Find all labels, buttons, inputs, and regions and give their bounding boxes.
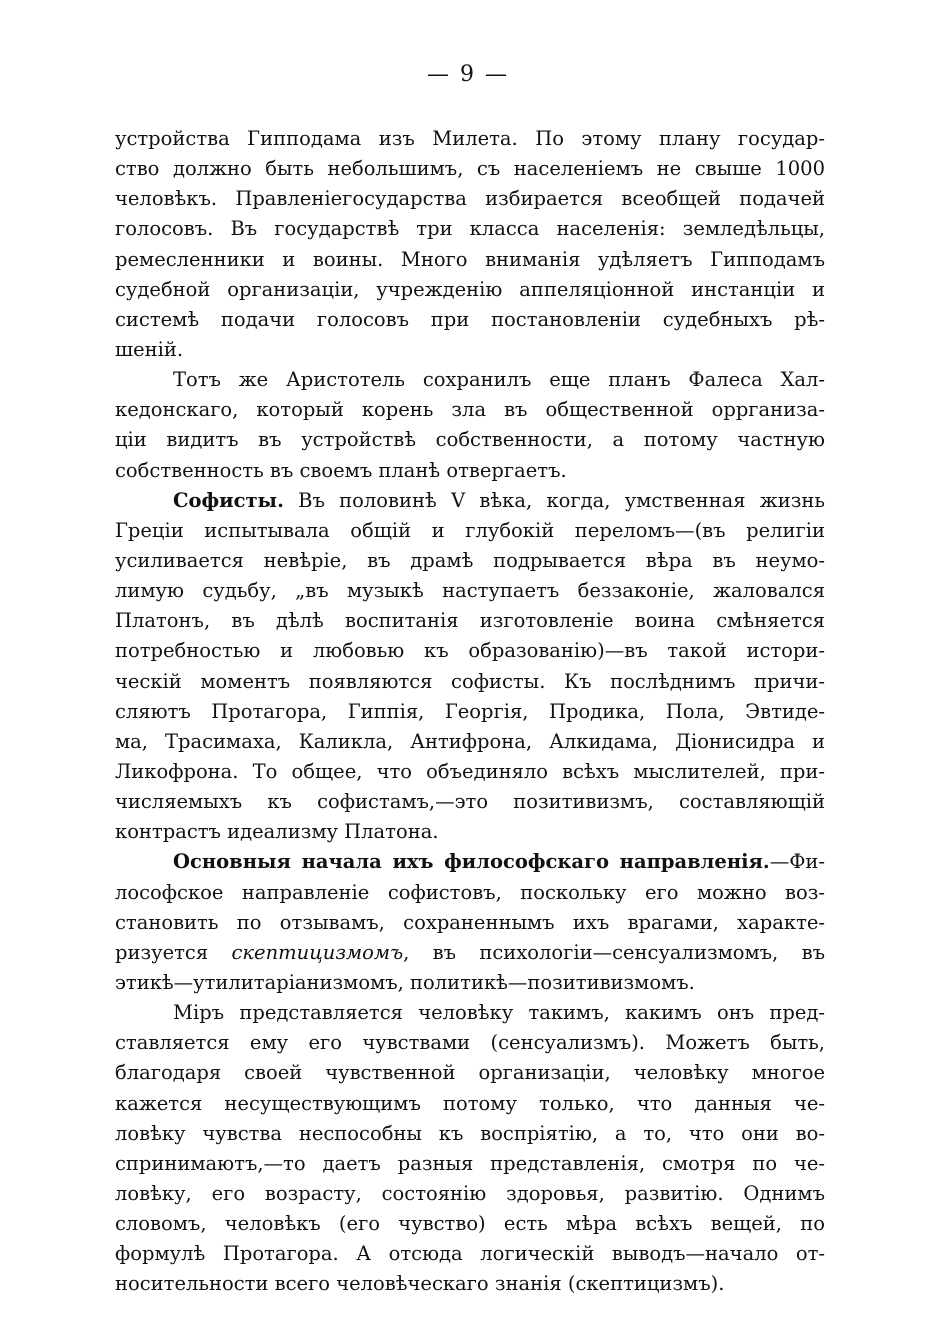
emphasis-skepticism: скептицизмомъ <box>231 940 404 964</box>
paragraph-sophists <box>115 486 825 848</box>
text-line: человѣкъ. Правленіегосударства избирается всеобщей подачей <box>115 187 825 211</box>
text-line: Греціи испытывала общій и глубокій переломъ—(въ религіи <box>115 518 825 542</box>
text-segment: , въ психологіи—сенсуализмомъ, въ <box>403 940 825 964</box>
text-line: ма, Трасимаха, Каликла, Антифрона, Алкидама, Діонисидра и <box>115 729 825 753</box>
text-line: числяемыхъ къ софистамъ,—это позитивизмъ, составляющій <box>115 790 825 814</box>
text-line: кажется несуществующимъ потому только, что данныя че- <box>115 1091 825 1115</box>
text-line: лимую судьбу, „въ музыкѣ наступаетъ беззаконіе, жаловался <box>115 579 825 603</box>
text-line: ставляется ему его чувствами (сенсуализмъ). Можетъ быть, <box>115 1031 825 1055</box>
text-segment: ризуется <box>115 940 232 964</box>
text-line: ловѣку чувства неспособны къ воспріятію, а то, что они во- <box>115 1121 825 1145</box>
text-line: потребностью и любовью къ образованію)—въ такой истори- <box>115 639 825 663</box>
text-line <box>115 938 825 968</box>
paragraph-gippodam-plan <box>115 124 825 365</box>
text-line: ловѣку, его возрасту, состоянію здоровья, развитію. Однимъ <box>115 1181 825 1205</box>
text-line: ремесленники и воины. Много вниманія удѣляетъ Гипподамъ <box>115 247 825 271</box>
text-line: спринимаютъ,—то даетъ разныя представленія, смотря по че- <box>115 1151 825 1175</box>
text-line: лософское направленіе софистовъ, поскольку его можно воз- <box>115 880 825 904</box>
paragraph-faleas-plan <box>115 365 825 486</box>
text-line: контрастъ идеализму Платона. <box>115 820 439 844</box>
text-line: ціи видитъ въ устройствѣ собственности, а потому частную <box>115 428 825 452</box>
text-line: ство должно быть небольшимъ, съ населеніемъ не свыше 1000 <box>115 157 825 181</box>
body-text <box>115 124 825 1299</box>
text-line: этикѣ—утилитаріанизмомъ, политикѣ—позитивизмомъ. <box>115 970 695 994</box>
section-heading-sophists: Софисты. <box>173 488 284 512</box>
page-number: — 9 — <box>427 62 509 87</box>
text-line: благодаря своей чувственной организаціи, человѣку многое <box>115 1061 825 1085</box>
text-line <box>115 847 825 877</box>
text-line: шеній. <box>115 337 184 361</box>
paragraph-world-perception <box>115 998 825 1299</box>
text-line: голосовъ. Въ государствѣ три класса населенія: земледѣльцы, <box>115 217 825 241</box>
text-line: Тотъ же Аристотель сохранилъ еще планъ Фалеса Хал- <box>173 368 825 392</box>
text-line: собственность въ своемъ планѣ отвергаетъ. <box>115 458 567 482</box>
text-line-rest: Въ половинѣ V вѣка, когда, умственная жизнь <box>283 488 825 512</box>
text-line: ческій моментъ появляются софисты. Къ послѣднимъ причи- <box>115 669 825 693</box>
text-line: системѣ подачи голосовъ при постановленіи судебныхъ рѣ- <box>115 307 825 331</box>
text-line: Міръ представляется человѣку такимъ, какимъ онъ пред- <box>173 1001 825 1025</box>
text-line: становить по отзывамъ, сохраненнымъ ихъ врагами, характе- <box>115 910 825 934</box>
text-line: кедонскаго, который корень зла въ общественной оррганиза- <box>115 398 825 422</box>
paragraph-basic-principles <box>115 847 825 998</box>
section-heading-principles: Основныя начала ихъ философскаго направленія. <box>173 850 770 874</box>
text-line: носительности всего человѣческаго знанія (скептицизмъ). <box>115 1272 725 1296</box>
text-line: формулѣ Протагора. А отсюда логическій выводъ—начало от- <box>115 1242 825 1266</box>
text-line: устройства Гипподама изъ Милета. По этому плану государ- <box>115 127 825 150</box>
text-line <box>115 486 825 516</box>
text-line: Платонъ, въ дѣлѣ воспитанія изготовленіе воина смѣняется <box>115 609 825 633</box>
text-line: усиливается невѣріе, въ драмѣ подрывается вѣра въ неумо- <box>115 548 825 572</box>
text-line: словомъ, человѣкъ (его чувство) есть мѣра всѣхъ вещей, по <box>115 1212 825 1236</box>
text-line: сляютъ Протагора, Гиппія, Георгія, Продика, Пола, Эвтиде- <box>115 699 825 723</box>
text-line: Ликофрона. То общее, что объединяло всѣхъ мыслителей, при- <box>115 759 825 783</box>
text-line-rest: —Фи- <box>769 850 825 874</box>
text-line: судебной организаціи, учрежденію аппеляціонной инстанціи и <box>115 277 825 301</box>
